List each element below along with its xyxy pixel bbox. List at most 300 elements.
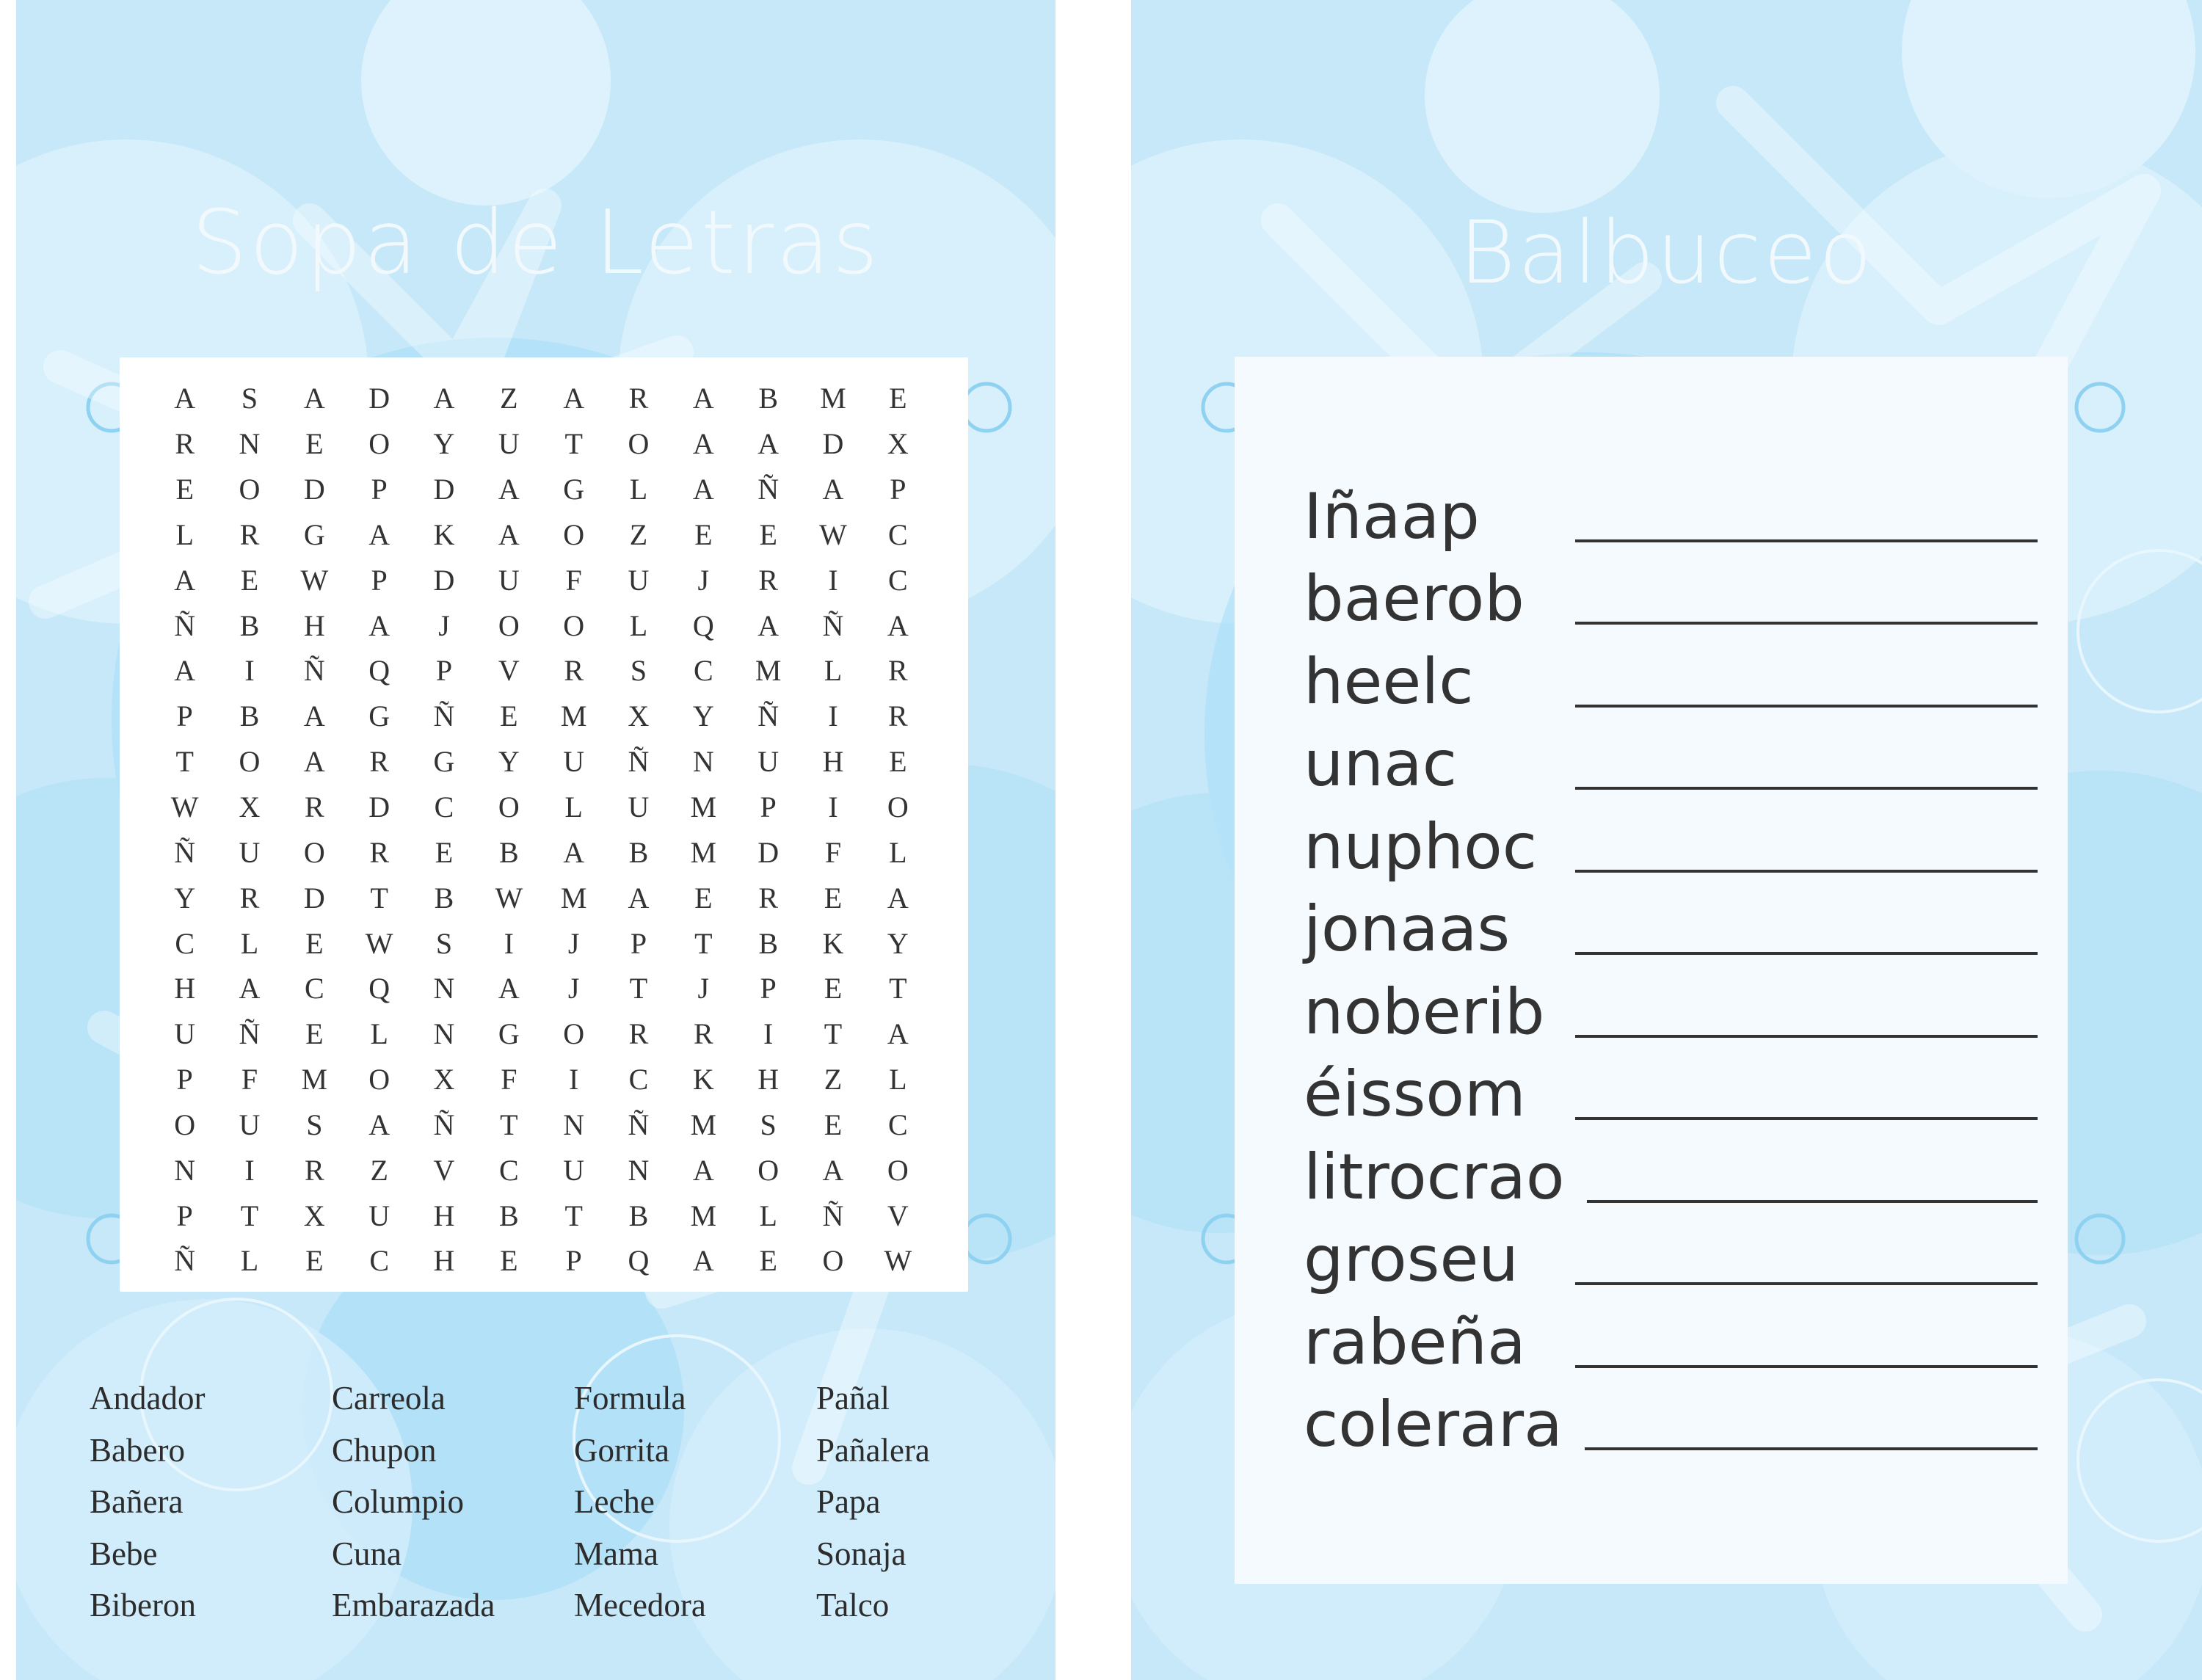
grid-letter: M (301, 1063, 329, 1097)
grid-letter: J (697, 563, 711, 597)
grid-letter: D (303, 473, 326, 506)
grid-letter: M (690, 1108, 718, 1141)
grid-letter: Q (368, 972, 391, 1006)
grid-letter: I (244, 654, 255, 688)
grid-letter: C (887, 1108, 909, 1141)
grid-letter: A (303, 745, 326, 779)
grid-letter: S (435, 926, 454, 960)
grid-letter: Q (628, 1244, 650, 1278)
word-list-item: Papa (816, 1483, 881, 1520)
grid-letter: C (434, 790, 455, 824)
grid-letter: Ñ (628, 1108, 650, 1141)
grid-letter: D (822, 427, 845, 461)
grid-letter: O (303, 835, 326, 869)
grid-letter: T (370, 881, 389, 914)
word-list-item: Sonaja (816, 1535, 906, 1572)
grid-letter: R (239, 881, 261, 914)
grid-letter: J (567, 972, 581, 1006)
grid-letter: A (692, 1153, 715, 1187)
grid-letter: S (630, 654, 648, 688)
grid-letter: Z (824, 1063, 843, 1097)
grid-letter: X (887, 427, 909, 461)
grid-letter: M (690, 1199, 718, 1232)
scrambled-word: colerara (1304, 1388, 1563, 1461)
scramble-card (1131, 0, 2202, 1680)
grid-letter: K (822, 926, 845, 960)
grid-letter: B (498, 835, 520, 869)
grid-letter: F (241, 1063, 259, 1097)
grid-letter: A (887, 608, 909, 642)
grid-letter: B (628, 835, 650, 869)
word-list-item: Chupon (332, 1431, 437, 1469)
grid-letter: U (368, 1199, 391, 1232)
grid-letter: D (433, 563, 456, 597)
grid-letter: M (690, 790, 718, 824)
grid-letter: L (370, 1017, 389, 1051)
grid-letter: Y (174, 881, 197, 914)
word-list-item: Leche (574, 1483, 655, 1520)
page-title: Sopa de Letras (191, 192, 881, 294)
word-list-item: Bañera (90, 1483, 184, 1520)
grid-letter: I (569, 1063, 580, 1097)
grid-letter: B (758, 926, 779, 960)
scramble-row (1304, 1136, 2038, 1219)
grid-letter: W (495, 881, 524, 914)
grid-letter: K (692, 1063, 715, 1097)
grid-letter: R (304, 1153, 325, 1187)
grid-letter: I (828, 699, 839, 733)
grid-letter: I (828, 563, 839, 597)
grid-letter: O (498, 790, 520, 824)
grid-letter: E (824, 1108, 843, 1141)
scrambled-word: jonaas (1304, 892, 1511, 966)
grid-letter: O (368, 427, 391, 461)
grid-letter: E (305, 1244, 324, 1278)
grid-letter: A (757, 427, 780, 461)
grid-letter: W (819, 517, 848, 551)
grid-letter: E (824, 972, 843, 1006)
grid-letter: Ñ (433, 699, 456, 733)
scrambled-word: noberib (1304, 975, 1545, 1049)
grid-letter: P (176, 1199, 194, 1232)
grid-letter: T (500, 1108, 519, 1141)
scramble-row (1304, 1384, 2038, 1467)
grid-letter: R (628, 382, 650, 415)
grid-letter: C (887, 517, 909, 551)
grid-letter: P (371, 563, 388, 597)
grid-letter: L (629, 473, 649, 506)
answer-blank[interactable] (1585, 1447, 2038, 1450)
grid-letter: C (693, 654, 714, 688)
grid-letter: Ñ (433, 1108, 456, 1141)
grid-letter: T (240, 1199, 260, 1232)
grid-letter: Ñ (822, 608, 845, 642)
grid-letter: Ñ (174, 608, 197, 642)
grid-letter: B (498, 1199, 520, 1232)
grid-letter: R (887, 699, 909, 733)
grid-letter: A (433, 382, 456, 415)
scramble-panel (1235, 357, 2068, 1584)
word-list-item: Andador (90, 1380, 206, 1417)
grid-letter: T (694, 926, 713, 960)
grid-letter: Ñ (239, 1017, 261, 1051)
grid-letter: P (371, 473, 388, 506)
grid-letter: V (498, 654, 520, 688)
grid-letter: A (368, 1108, 391, 1141)
grid-letter: W (300, 563, 330, 597)
grid-letter: C (175, 926, 195, 960)
grid-letter: U (563, 1153, 586, 1187)
word-list-column (574, 1372, 816, 1632)
scrambled-word: éissom (1304, 1058, 1526, 1131)
grid-letter: A (887, 881, 909, 914)
grid-letter: A (692, 382, 715, 415)
grid-letter: X (433, 1063, 456, 1097)
grid-letter: X (628, 699, 650, 733)
word-list-column (332, 1372, 574, 1632)
grid-letter: L (240, 926, 260, 960)
grid-letter: B (628, 1199, 650, 1232)
grid-letter: Z (629, 517, 649, 551)
grid-letter: G (368, 699, 391, 733)
grid-letter: A (822, 1153, 845, 1187)
grid-letter: U (174, 1017, 197, 1051)
grid-letter: E (175, 473, 195, 506)
grid-letter: T (629, 972, 649, 1006)
grid-letter: M (820, 382, 847, 415)
scramble-list (1304, 476, 2038, 1466)
grid-letter: U (757, 745, 780, 779)
grid-letter: K (433, 517, 456, 551)
grid-letter: U (628, 563, 650, 597)
grid-letter: A (692, 473, 715, 506)
grid-letter: R (758, 563, 779, 597)
grid-letter: P (435, 654, 454, 688)
grid-letter: U (498, 427, 520, 461)
grid-letter: A (498, 972, 520, 1006)
grid-letter: E (305, 427, 324, 461)
grid-letter: D (303, 881, 326, 914)
grid-letter: N (433, 972, 456, 1006)
grid-letter: M (690, 835, 718, 869)
grid-letter: L (824, 654, 843, 688)
grid-letter: R (175, 427, 195, 461)
grid-letter: F (501, 1063, 518, 1097)
grid-letter: R (304, 790, 325, 824)
scrambled-word: litrocrao (1304, 1140, 1565, 1214)
grid-letter: E (824, 881, 843, 914)
grid-letter: U (498, 563, 520, 597)
answer-blank[interactable] (1575, 622, 2038, 625)
scramble-row (1304, 476, 2038, 559)
grid-letter: R (239, 517, 261, 551)
grid-letter: P (760, 790, 777, 824)
grid-letter: N (563, 1108, 586, 1141)
grid-letter: P (760, 972, 777, 1006)
grid-letter: R (758, 881, 779, 914)
grid-letter: H (822, 745, 845, 779)
scramble-row (1304, 889, 2038, 972)
word-list-item: Columpio (332, 1483, 465, 1520)
grid-letter: R (369, 745, 390, 779)
grid-letter: I (763, 1017, 774, 1051)
word-list-item: Bebe (90, 1535, 158, 1572)
grid-letter: N (433, 1017, 456, 1051)
grid-letter: A (174, 654, 197, 688)
word-list-item: Talco (816, 1587, 890, 1623)
grid-letter: C (369, 1244, 390, 1278)
scramble-row (1304, 559, 2038, 641)
word-list-item: Mecedora (574, 1587, 706, 1623)
grid-letter: O (239, 473, 261, 506)
grid-letter: L (889, 835, 908, 869)
scrambled-word: nuphoc (1304, 810, 1538, 884)
grid-letter: O (239, 745, 261, 779)
grid-letter: Ñ (628, 745, 650, 779)
grid-letter: D (368, 382, 391, 415)
grid-letter: A (563, 382, 586, 415)
grid-letter: O (498, 608, 520, 642)
grid-letter: W (365, 926, 394, 960)
grid-letter: U (239, 835, 261, 869)
grid-letter: F (824, 835, 843, 869)
grid-letter: N (239, 427, 261, 461)
grid-letter: A (628, 881, 650, 914)
grid-letter: E (759, 1244, 778, 1278)
grid-letter: V (433, 1153, 456, 1187)
scrambled-word: unac (1304, 727, 1457, 801)
scramble-row (1304, 641, 2038, 724)
grid-letter: R (693, 1017, 714, 1051)
grid-letter: Q (368, 654, 391, 688)
grid-letter: Ñ (303, 654, 326, 688)
grid-letter: B (434, 881, 455, 914)
grid-letter: A (757, 608, 780, 642)
grid-letter: H (757, 1063, 780, 1097)
word-search-grid-panel (120, 357, 968, 1292)
grid-letter: A (563, 835, 586, 869)
grid-letter: F (565, 563, 583, 597)
scrambled-word: heelc (1304, 644, 1474, 719)
grid-letter: Y (887, 926, 909, 960)
grid-letter: P (176, 699, 194, 733)
word-list-item: Cuna (332, 1535, 401, 1572)
grid-letter: G (433, 745, 456, 779)
grid-letter: L (240, 1244, 260, 1278)
grid-letter: O (757, 1153, 780, 1187)
scramble-row (1304, 971, 2038, 1054)
grid-letter: R (369, 835, 390, 869)
grid-letter: T (564, 1199, 584, 1232)
grid-letter: J (567, 926, 581, 960)
answer-blank[interactable] (1575, 1117, 2038, 1120)
answer-blank[interactable] (1575, 1035, 2038, 1038)
grid-letter: O (822, 1244, 845, 1278)
grid-letter: E (500, 699, 519, 733)
grid-letter: X (239, 790, 261, 824)
grid-letter: A (368, 608, 391, 642)
word-list-item: Gorrita (574, 1431, 669, 1469)
grid-letter: M (755, 654, 782, 688)
word-list-item: Biberon (90, 1587, 196, 1623)
grid-letter: P (565, 1244, 583, 1278)
grid-letter: Ñ (757, 473, 780, 506)
grid-letter: Z (370, 1153, 389, 1187)
word-list-item: Pañalera (816, 1431, 930, 1469)
grid-letter: J (697, 972, 711, 1006)
grid-letter: A (303, 699, 326, 733)
page-title: Balbuceo (1458, 202, 1875, 303)
grid-letter: S (306, 1108, 324, 1141)
grid-letter: A (498, 517, 520, 551)
grid-letter: Q (692, 608, 715, 642)
grid-letter: T (889, 972, 908, 1006)
grid-letter: O (887, 1153, 909, 1187)
grid-letter: N (628, 1153, 650, 1187)
grid-letter: D (757, 835, 780, 869)
grid-letter: U (628, 790, 650, 824)
grid-letter: A (239, 972, 261, 1006)
grid-letter: R (887, 654, 909, 688)
grid-letter: L (889, 1063, 908, 1097)
grid-letter: L (759, 1199, 778, 1232)
answer-blank[interactable] (1575, 705, 2038, 708)
grid-letter: M (560, 881, 588, 914)
grid-letter: C (887, 563, 909, 597)
grid-letter: O (174, 1108, 197, 1141)
grid-letter: U (239, 1108, 261, 1141)
scramble-row (1304, 1054, 2038, 1137)
grid-letter: E (435, 835, 454, 869)
word-search-card (16, 0, 1055, 1680)
answer-blank[interactable] (1575, 870, 2038, 873)
grid-letter: H (174, 972, 197, 1006)
grid-letter: Ñ (174, 1244, 197, 1278)
scramble-row (1304, 724, 2038, 807)
grid-letter: A (174, 382, 197, 415)
word-list-item: Formula (574, 1380, 686, 1417)
grid-letter: O (628, 427, 650, 461)
grid-letter: X (303, 1199, 326, 1232)
grid-letter: B (758, 382, 779, 415)
scrambled-word: groseu (1304, 1223, 1519, 1296)
grid-letter: G (563, 473, 586, 506)
answer-blank[interactable] (1575, 952, 2038, 955)
grid-letter: N (692, 745, 715, 779)
word-list (90, 1372, 1055, 1632)
grid-letter: A (303, 382, 326, 415)
grid-letter: A (692, 1244, 715, 1278)
grid-letter: G (303, 517, 326, 551)
grid-letter: P (890, 473, 907, 506)
grid-letter: C (304, 972, 325, 1006)
scrambled-word: baerob (1304, 562, 1525, 636)
grid-letter: Y (498, 745, 520, 779)
grid-letter: A (498, 473, 520, 506)
grid-letter: R (564, 654, 584, 688)
grid-letter: E (889, 745, 908, 779)
word-search-grid (153, 376, 931, 1284)
word-list-item: Mama (574, 1535, 658, 1572)
grid-letter: Ñ (757, 699, 780, 733)
grid-letter: I (828, 790, 839, 824)
grid-letter: E (240, 563, 260, 597)
grid-letter: N (174, 1153, 197, 1187)
grid-letter: S (241, 382, 259, 415)
grid-letter: B (239, 608, 261, 642)
grid-letter: C (498, 1153, 520, 1187)
grid-letter: I (504, 926, 515, 960)
grid-letter: O (563, 517, 586, 551)
grid-letter: E (500, 1244, 519, 1278)
grid-letter: Z (500, 382, 519, 415)
grid-letter: D (433, 473, 456, 506)
grid-letter: V (887, 1199, 909, 1232)
grid-letter: O (368, 1063, 391, 1097)
grid-letter: P (630, 926, 648, 960)
grid-letter: E (305, 926, 324, 960)
grid-letter: B (239, 699, 261, 733)
grid-letter: T (564, 427, 584, 461)
grid-letter: C (628, 1063, 650, 1097)
answer-blank[interactable] (1575, 787, 2038, 790)
grid-letter: O (563, 608, 586, 642)
grid-letter: H (303, 608, 326, 642)
word-list-item: Babero (90, 1431, 185, 1469)
grid-letter: S (760, 1108, 777, 1141)
grid-letter: E (694, 517, 713, 551)
grid-letter: T (175, 745, 195, 779)
grid-letter: D (368, 790, 391, 824)
grid-letter: Y (433, 427, 456, 461)
scrambled-word: Iñaap (1304, 479, 1480, 553)
answer-blank[interactable] (1575, 1282, 2038, 1285)
grid-letter: A (692, 427, 715, 461)
grid-letter: H (433, 1199, 456, 1232)
grid-letter: H (433, 1244, 456, 1278)
grid-letter: A (822, 473, 845, 506)
grid-letter: Ñ (822, 1199, 845, 1232)
word-list-column (90, 1372, 332, 1632)
answer-blank[interactable] (1575, 539, 2038, 542)
grid-letter: Y (692, 699, 715, 733)
grid-letter: A (368, 517, 391, 551)
scramble-row (1304, 1301, 2038, 1384)
word-list-column (816, 1372, 1055, 1632)
grid-letter: L (629, 608, 649, 642)
grid-letter: W (884, 1244, 913, 1278)
grid-letter: R (628, 1017, 650, 1051)
answer-blank[interactable] (1575, 1365, 2038, 1368)
scrambled-word: rabeña (1304, 1305, 1526, 1379)
grid-letter: E (889, 382, 908, 415)
answer-blank[interactable] (1587, 1200, 2038, 1203)
word-list-item: Pañal (816, 1380, 890, 1417)
word-list-item: Embarazada (332, 1587, 495, 1623)
scramble-row (1304, 1219, 2038, 1302)
grid-letter: E (305, 1017, 324, 1051)
scramble-row (1304, 806, 2038, 889)
grid-letter: L (564, 790, 584, 824)
grid-letter: U (563, 745, 586, 779)
grid-letter: O (563, 1017, 586, 1051)
grid-letter: L (175, 517, 195, 551)
grid-letter: G (498, 1017, 520, 1051)
grid-letter: W (170, 790, 200, 824)
grid-letter: P (176, 1063, 194, 1097)
grid-letter: E (759, 517, 778, 551)
grid-letter: M (560, 699, 588, 733)
